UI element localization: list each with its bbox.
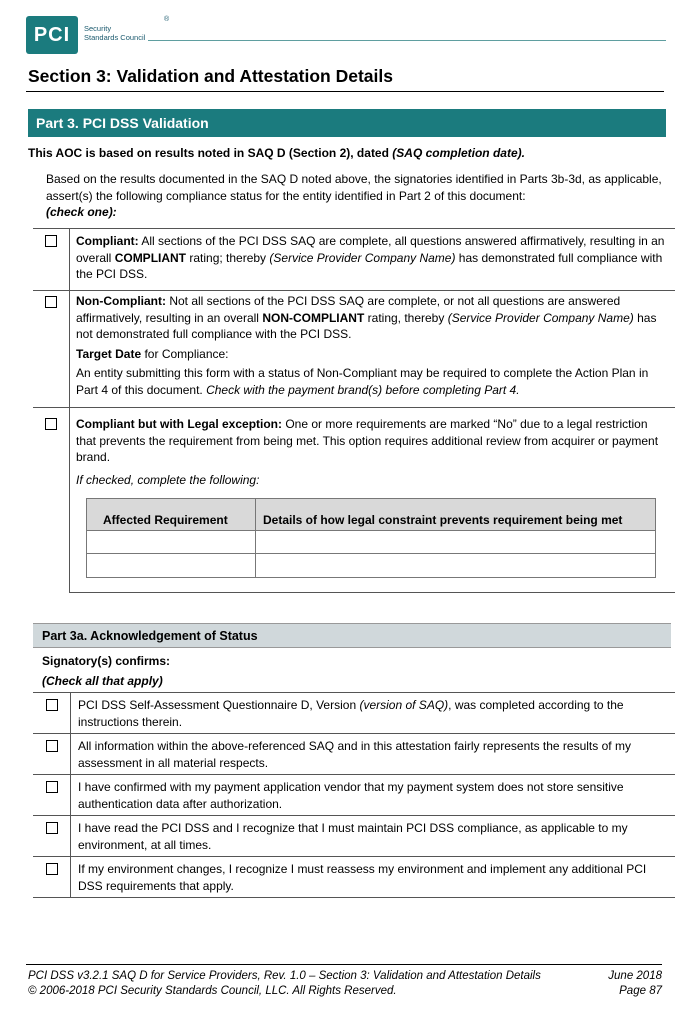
legal-details-input-2[interactable] [257, 555, 654, 577]
ack-checkbox-vendor-confirmed[interactable] [46, 781, 58, 793]
ack-item-reassess: If my environment changes, I recognize I must reassess my environment and implement any additional PCI DSS requirements that apply. [78, 862, 647, 893]
table-rule [33, 407, 675, 408]
table-rule [33, 290, 675, 291]
section-title: Section 3: Validation and Attestation Details [28, 66, 393, 86]
footer-rule [26, 964, 662, 965]
ack-checkbox-reassess[interactable] [46, 863, 58, 875]
legal-table-col-divider [255, 498, 256, 578]
footer-right [608, 969, 662, 999]
compliant-option: Compliant: All sections of the PCI DSS SAQ are complete, all questions answered affirmatively, resulting in an overall COMPLIANT rating; thereby (Service Provider Company Name) has demonstrated full compliance with the PCI DSS. [76, 234, 665, 281]
ack-checkbox-maintain-compliance[interactable] [46, 822, 58, 834]
part3-heading: Part 3. PCI DSS Validation [28, 109, 666, 137]
non-compliant-checkbox[interactable] [45, 296, 57, 308]
ack-rule [33, 897, 675, 898]
aoc-statement: This AOC is based on results noted in SAQ D (Section 2), dated (SAQ completion date). [28, 146, 525, 160]
legal-table-header [86, 498, 656, 531]
affected-requirement-input-1[interactable] [87, 531, 254, 553]
ack-rule [33, 856, 675, 857]
ack-rule [33, 692, 675, 693]
registered-mark: ® [164, 16, 170, 23]
logo-org-name: Security Standards Council [84, 24, 146, 42]
legal-exception-option: Compliant but with Legal exception: One or more requirements are marked “No” due to a legal restriction that prevents the requirement from being met. This option requires additional review from acquirer or payment brand. If checked, complete the following: [76, 417, 659, 487]
footer-date: June 2018 [608, 970, 662, 982]
compliant-checkbox[interactable] [45, 235, 57, 247]
ack-checkbox-information-fair[interactable] [46, 740, 58, 752]
affected-requirement-input-2[interactable] [87, 555, 254, 577]
ack-rule [33, 815, 675, 816]
footer-left [28, 969, 541, 999]
ack-item-saq-completed: PCI DSS Self-Assessment Questionnaire D, Version (version of SAQ), was completed according to the instructions therein. [78, 698, 624, 729]
pci-logo [26, 14, 170, 54]
footer-copyright: © 2006-2018 PCI Security Standards Council, LLC. All Rights Reserved. [28, 985, 397, 997]
part3a-heading: Part 3a. Acknowledgement of Status [33, 623, 671, 648]
footer-doc-title: PCI DSS v3.2.1 SAQ D for Service Providers, Rev. 1.0 – Section 3: Validation and Attestation Details [28, 970, 541, 982]
check-all-instruction: (Check all that apply) [42, 674, 163, 688]
signatory-confirms: Signatory(s) confirms: [42, 654, 171, 668]
table-divider [69, 228, 70, 592]
legal-exception-checkbox[interactable] [45, 418, 57, 430]
affected-requirement-header: Affected Requirement [103, 513, 228, 527]
non-compliant-option: Non-Compliant: Not all sections of the PCI DSS SAQ are complete, or not all questions are answered affirmatively, resulting in an overall NON-COMPLIANT rating, thereby (Service Provider Company Name) has not demonstrated full compliance with the PCI DSS. Target Date for Compliance: An entity submitting this form with a status of Non-Compliant may be required to complete the Action Plan in Part 4 of this document. Check with the payment brand(s) before completing Part 4. [76, 294, 657, 397]
table-rule [69, 592, 675, 593]
legal-details-header: Details of how legal constraint prevents requirement being met [263, 513, 623, 527]
footer-page-number: Page 87 [619, 985, 662, 997]
ack-rule [33, 733, 675, 734]
ack-item-vendor-confirmed: I have confirmed with my payment application vendor that my payment system does not store sensitive authentication data after authorization. [78, 780, 624, 811]
table-rule [33, 228, 675, 229]
intro-text: Based on the results documented in the SAQ D noted above, the signatories identified in Parts 3b-3d, as applicable, assert(s) the following compliance status for the entity identified in Part 2 of this document: (check one): [46, 172, 662, 219]
ack-item-information-fair: All information within the above-referenced SAQ and in this attestation fairly represents the results of my assessment in all material respects. [78, 739, 631, 770]
ack-checkbox-saq-completed[interactable] [46, 699, 58, 711]
legal-details-input-1[interactable] [257, 531, 654, 553]
ack-divider [70, 692, 71, 897]
ack-rule [33, 774, 675, 775]
header-rule [148, 40, 666, 41]
ack-item-maintain-compliance: I have read the PCI DSS and I recognize that I must maintain PCI DSS compliance, as applicable to my environment, at all times. [78, 821, 628, 852]
legal-table-row-divider [86, 553, 656, 554]
title-rule [26, 91, 664, 92]
logo-badge: PCI [26, 16, 78, 54]
